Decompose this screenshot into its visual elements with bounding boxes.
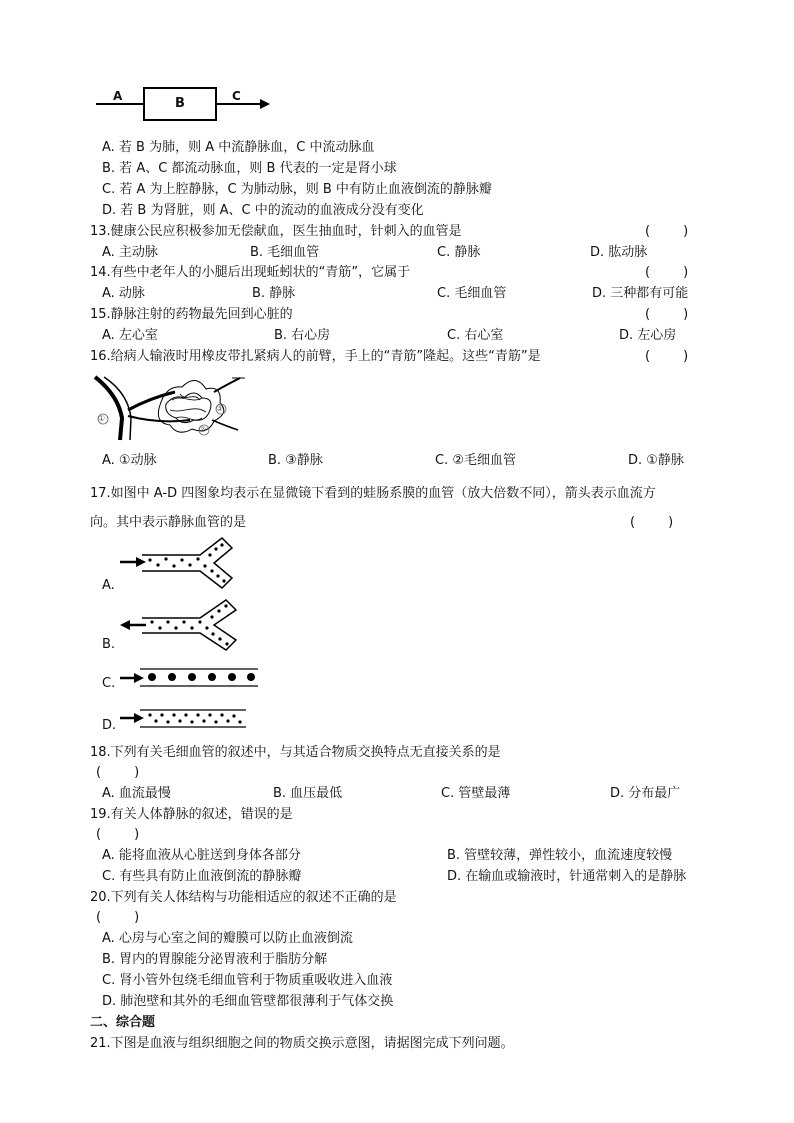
- q19-option-a: A. 能将血液从心脏送到身体各部分: [102, 848, 301, 863]
- q12-option-a: A. 若 B 为肺，则 A 中流静脉血，C 中流动脉血: [102, 140, 375, 155]
- q19-option-d: D. 在输血或输液时，针通常刺入的是静脉: [447, 869, 687, 884]
- q12-option-c: C. 若 A 为上腔静脉，C 为肺动脉，则 B 中有防止血液倒流的静脉瓣: [102, 182, 492, 197]
- q19-option-b: B. 管壁较薄，弹性较小，血流速度较慢: [447, 848, 673, 863]
- q14-option-a: A. 动脉: [102, 286, 145, 301]
- q16-option-d: D. ①静脉: [628, 453, 684, 468]
- q14-answer-paren: ( ): [645, 265, 689, 280]
- q21-stem: 21.下图是血液与组织细胞之间的物质交换示意图，请据图完成下列问题。: [90, 1036, 514, 1051]
- q17-option-b: B.: [102, 637, 116, 652]
- q13-option-c: C. 静脉: [437, 245, 481, 260]
- q16-answer-paren: ( ): [645, 349, 689, 364]
- q18-answer-paren: ( ): [96, 765, 140, 780]
- q15-answer-paren: ( ): [645, 307, 689, 322]
- q13-option-a: A. 主动脉: [102, 245, 158, 260]
- q14-option-d: D. 三种都有可能: [592, 286, 689, 301]
- q17-option-c: C.: [102, 676, 116, 691]
- q16-stem: 16.给病人输液时用橡皮带扎紧病人的前臂，手上的“青筋”隆起。这些“青筋”是: [90, 349, 541, 364]
- q17-option-a: A.: [102, 578, 115, 593]
- q19-stem: 19.有关人体静脉的叙述，错误的是: [90, 807, 293, 822]
- q18-option-c: C. 管壁最薄: [441, 786, 511, 801]
- q12-option-b: B. 若 A、C 都流动脉血，则 B 代表的一定是肾小球: [102, 161, 397, 176]
- q15-option-c: C. 右心室: [447, 328, 504, 343]
- vessel-c-figure: [120, 669, 258, 686]
- q13-option-b: B. 毛细血管: [250, 245, 320, 260]
- q20-option-c: C. 肾小管外包绕毛细血管利于物质重吸收进入血液: [102, 973, 393, 988]
- section-heading: 二、综合题: [90, 1015, 156, 1030]
- q18-option-a: A. 血流最慢: [102, 786, 171, 801]
- q18-option-d: D. 分布最广: [610, 786, 681, 801]
- q19-answer-paren: ( ): [96, 827, 140, 842]
- fig16-label-3: ③: [216, 404, 224, 413]
- q14-stem: 14.有些中老年人的小腿后出现蚯蚓状的“青筋”，它属于: [90, 265, 411, 280]
- q13-stem: 13.健康公民应积极参加无偿献血，医生抽血时，针刺入的血管是: [90, 224, 462, 239]
- label-a: A: [113, 89, 123, 103]
- q20-option-d: D. 肺泡壁和其外的毛细血管壁都很薄利于气体交换: [102, 994, 394, 1009]
- q16-option-b: B. ③静脉: [268, 453, 323, 468]
- q17-stem-cont: 向。其中表示静脉血管的是: [90, 515, 247, 530]
- vessel-a-figure: [120, 538, 232, 588]
- q16-option-c: C. ②毛细血管: [435, 453, 516, 468]
- fig16-label-2: ②: [199, 425, 207, 434]
- vessel-d-figure: [120, 710, 246, 727]
- q20-option-a: A. 心房与心室之间的瓣膜可以防止血液倒流: [102, 931, 353, 946]
- q13-answer-paren: ( ): [645, 224, 689, 239]
- q17-stem: 17.如图中 A-D 四图象均表示在显微镜下看到的蛙肠系膜的血管（放大倍数不同），箭头表示血流方: [90, 486, 656, 501]
- q18-stem: 18.下列有关毛细血管的叙述中，与其适合物质交换特点无直接关系的是: [90, 745, 501, 760]
- label-b: B: [175, 96, 185, 111]
- q20-stem: 20.下列有关人体结构与功能相适应的叙述不正确的是: [90, 890, 397, 905]
- q19-option-c: C. 有些具有防止血液倒流的静脉瓣: [102, 869, 302, 884]
- q16-option-a: A. ①动脉: [102, 453, 157, 468]
- vessel-b-figure: [120, 600, 236, 650]
- q12-option-d: D. 若 B 为肾脏，则 A、C 中的流动的血液成分没有变化: [102, 203, 424, 218]
- q15-option-b: B. 右心房: [274, 328, 331, 343]
- q17-option-d: D.: [102, 718, 117, 733]
- q18-option-b: B. 血压最低: [273, 786, 343, 801]
- q14-option-c: C. 毛细血管: [437, 286, 507, 301]
- q17-answer-paren: ( ): [630, 515, 674, 530]
- q15-option-a: A. 左心室: [102, 328, 158, 343]
- q15-option-d: D. 左心房: [619, 328, 677, 343]
- q15-stem: 15.静脉注射的药物最先回到心脏的: [90, 307, 293, 322]
- q14-option-b: B. 静脉: [252, 286, 296, 301]
- q20-option-b: B. 胃内的胃腺能分泌胃液利于脂肪分解: [102, 952, 328, 967]
- fig16-label-1: ①: [98, 414, 106, 423]
- q20-answer-paren: ( ): [96, 910, 140, 925]
- q13-option-d: D. 肱动脉: [590, 245, 648, 260]
- label-c: C: [232, 89, 241, 103]
